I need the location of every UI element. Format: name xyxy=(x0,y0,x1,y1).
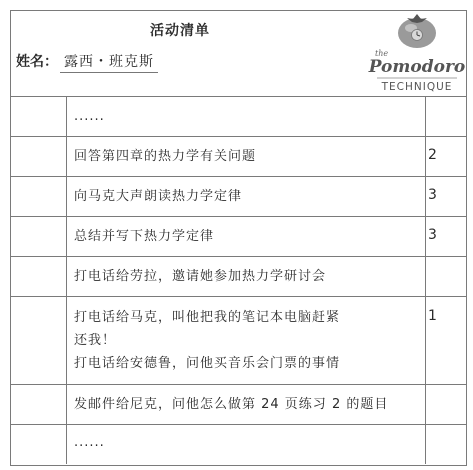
task-text: 打电话给劳拉，邀请她参加热力学研讨会 xyxy=(74,269,327,284)
row-marker-cell xyxy=(10,425,67,464)
task-text: 向马克大声朗读热力学定律 xyxy=(74,189,243,204)
row-marker-cell xyxy=(10,257,67,296)
logo-brand-text: Pomodoro xyxy=(368,57,466,77)
task-text: ...... xyxy=(74,109,105,124)
table-row xyxy=(10,297,467,385)
task-text: 回答第四章的热力学有关问题 xyxy=(74,149,257,164)
row-marker-cell xyxy=(10,217,67,256)
name-field: 露西・班克斯 xyxy=(60,51,158,73)
tomato-icon xyxy=(398,14,436,48)
table-row xyxy=(10,177,467,217)
pomodoro-count-cell xyxy=(425,385,468,424)
row-marker-cell xyxy=(10,297,67,384)
row-marker-cell xyxy=(10,137,67,176)
row-marker-cell xyxy=(10,97,67,136)
table-row xyxy=(10,97,467,137)
activity-table xyxy=(10,97,467,464)
pomodoro-count-cell xyxy=(425,425,468,464)
logo-the-text: the xyxy=(375,49,389,58)
table-row xyxy=(10,217,467,257)
task-text: ...... xyxy=(74,435,105,450)
pomodoro-logo xyxy=(367,10,467,97)
table-row xyxy=(10,137,467,177)
logo-subtitle-text: TECHNIQUE xyxy=(381,81,453,93)
pomodoro-count-cell xyxy=(425,97,468,136)
pomodoro-count: 3 xyxy=(428,187,437,203)
task-text: 总结并写下热力学定律 xyxy=(74,229,215,244)
sheet-header xyxy=(10,10,467,97)
row-marker-cell xyxy=(10,177,67,216)
task-text: 打电话给马克，叫他把我的笔记本电脑赶紧 还我！ 打电话给安德鲁，问他买音乐会门票的事情 xyxy=(74,310,341,371)
name-row xyxy=(16,51,158,73)
row-marker-cell xyxy=(10,385,67,424)
table-row xyxy=(10,425,467,464)
pomodoro-count: 3 xyxy=(428,227,437,243)
pomodoro-count: 1 xyxy=(428,308,437,324)
task-text: 发邮件给尼克，问他怎么做第 24 页练习 2 的题目 xyxy=(74,397,389,412)
page-title: 活动清单 xyxy=(150,23,210,39)
table-row xyxy=(10,257,467,297)
name-label: 姓名： xyxy=(16,54,58,70)
pomodoro-count: 2 xyxy=(428,147,437,163)
pomodoro-count-cell xyxy=(425,257,468,296)
table-row xyxy=(10,385,467,425)
